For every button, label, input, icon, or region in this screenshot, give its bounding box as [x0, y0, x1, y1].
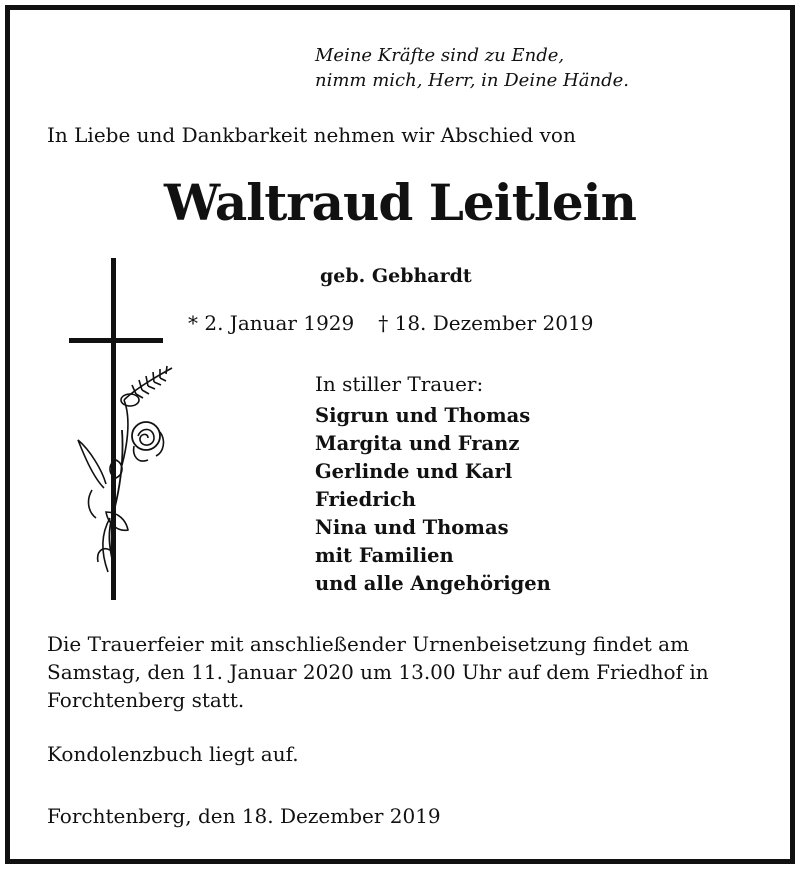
cross-with-rose-and-wheat-icon — [62, 250, 182, 600]
motto-line-2: nimm mich, Herr, in Deine Hände. — [315, 70, 629, 91]
motto-verse — [315, 43, 629, 93]
obituary-notice — [5, 5, 795, 864]
mourner-name: Friedrich — [315, 488, 416, 511]
death-date: † 18. Dezember 2019 — [378, 311, 594, 335]
place-and-date: Forchtenberg, den 18. Dezember 2019 — [47, 804, 441, 828]
birth-date: * 2. Januar 1929 — [188, 311, 355, 335]
mourners-label: In stiller Trauer: — [315, 372, 484, 396]
mourners-list — [315, 402, 551, 598]
life-dates — [188, 309, 593, 337]
mourner-name: mit Familien — [315, 544, 454, 567]
mourner-name: Gerlinde und Karl — [315, 460, 513, 483]
motto-line-1: Meine Kräfte sind zu Ende, — [315, 45, 565, 66]
funeral-service-text: Die Trauerfeier mit anschließender Urnenbeisetzung findet am Samstag, den 11. Januar 2020 um 13.00 Uhr auf dem Friedhof in Forchtenberg statt. — [47, 632, 709, 712]
mourner-name: Sigrun und Thomas — [315, 404, 531, 427]
intro-text: In Liebe und Dankbarkeit nehmen wir Abschied von — [47, 123, 576, 147]
mourner-name: Nina und Thomas — [315, 516, 509, 539]
deceased-name: Waltraud Leitlein — [164, 173, 636, 232]
mourner-name: Margita und Franz — [315, 432, 520, 455]
birth-name: geb. Gebhardt — [320, 265, 472, 287]
condolence-book-text: Kondolenzbuch liegt auf. — [47, 742, 299, 766]
mourner-name: und alle Angehörigen — [315, 572, 551, 595]
